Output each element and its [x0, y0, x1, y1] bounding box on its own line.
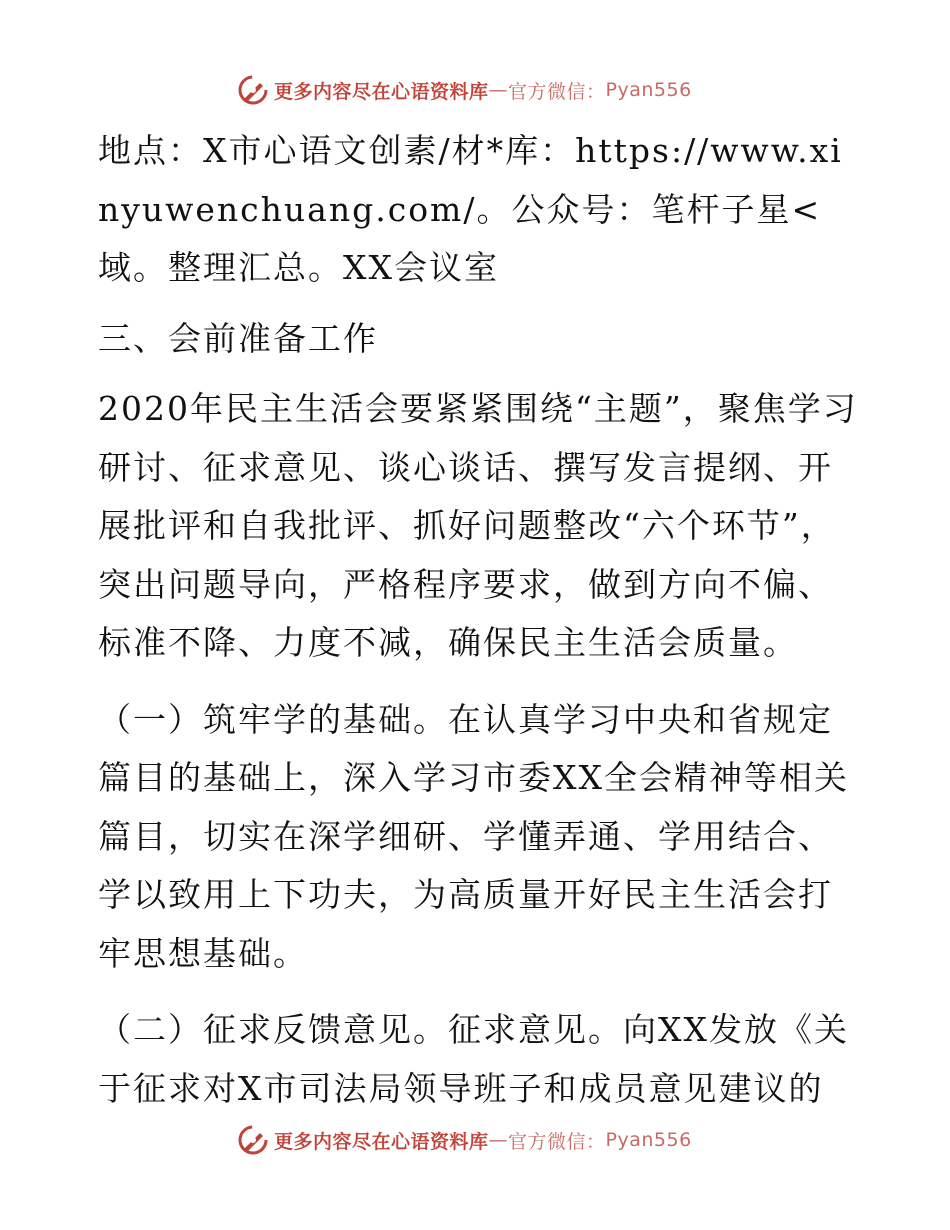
- watermark-separator: —: [488, 79, 509, 101]
- watermark-wechat-id: Pyan556: [605, 79, 692, 101]
- header-watermark: [236, 72, 692, 108]
- paragraph-item-1: （一）筑牢学的基础。在认真学习中央和省规定篇目的基础上，深入学习市委XX全会精神等相关篇目，切实在深学细研、学懂弄通、学用结合、学以致用上下功夫，为高质量开好民主生活会打牢思想基础。: [98, 699, 849, 973]
- pen-swirl-logo-icon: [236, 1123, 270, 1157]
- footer-watermark: [236, 1122, 692, 1158]
- paragraph-location: 地点：X市心语文创素/材*库：https://www.xinyuwenchuang.com/。公众号：笔杆子星<域。整理汇总。XX会议室: [98, 131, 843, 287]
- watermark-wechat-id: Pyan556: [605, 1129, 692, 1151]
- watermark-main-text: 更多内容尽在心语资料库: [274, 80, 489, 103]
- watermark-separator: —: [488, 1129, 509, 1151]
- pen-swirl-logo-icon: [236, 73, 270, 107]
- section-heading: 三、会前准备工作: [98, 318, 378, 358]
- paragraph-item-2: （二）征求反馈意见。征求意见。向XX发放《关于征求对X市司法局领导班子和成员意见建议的: [98, 1010, 849, 1108]
- watermark-main-text: 更多内容尽在心语资料库: [274, 1130, 489, 1153]
- document-body: [98, 122, 858, 1118]
- watermark-wechat-label: 官方微信：: [508, 1130, 606, 1153]
- paragraph-intro: 2020年民主生活会要紧紧围绕“主题”，聚焦学习研讨、征求意见、谈心谈话、撰写发言提纲、开展批评和自我批评、抓好问题整改“六个环节”，突出问题导向，严格程序要求，做到方向不偏、标准不降、力度不减，确保民主生活会质量。: [98, 389, 858, 662]
- watermark-wechat-label: 官方微信：: [508, 80, 606, 103]
